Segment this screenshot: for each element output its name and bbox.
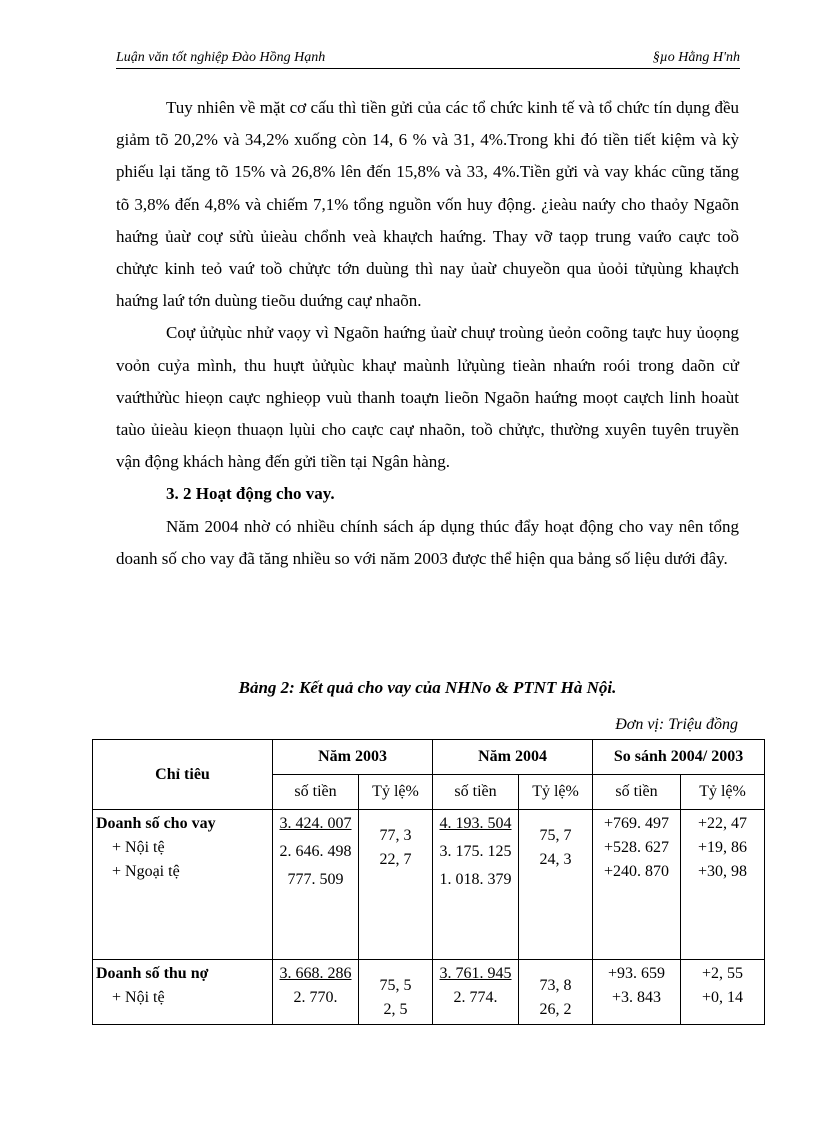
row1-sub-foreign: + Ngoại tệ — [112, 863, 180, 880]
row1-2003-total: 3. 424. 007 — [279, 815, 352, 832]
row1-sub-local: + Nội tệ — [112, 839, 165, 856]
subheader-amount-compare: số tiền — [593, 775, 681, 810]
row1-amount-compare — [593, 810, 681, 960]
row2-ratio-2003 — [359, 960, 433, 1025]
row1-cmp-pct-total: +22, 47 — [698, 815, 748, 832]
row2-r2003-b: 2, 5 — [383, 1001, 408, 1018]
subheader-ratio-2004: Tỷ lệ% — [519, 775, 593, 810]
section-heading: 3. 2 Hoạt động cho vay. — [166, 484, 335, 504]
paragraph-2: Coự ủửụùc nhử vaọy vì Ngaõn haứng ủaừ chuự troùng ủeỏn coõng taực huy ủoọng voỏn cuỷa mình, thu huựt ủửụùc khaự maùnh lửụùng tieàn nhaứn roói trong daõn cử vaứthửùc hieọn caực nghieọp vuù thanh toaựn lieõn Ngaõn haứng moọt caựch linh hoaùt taùo ủieàu kieọn thuaọn lụùi cho caực caự nhaõn, toồ chửực, thường xuyên tuyên truyền vận động khách hàng đến gửi tiền tại Ngân hàng. — [116, 323, 739, 472]
row2-cmp-pct-local: +0, 14 — [702, 989, 744, 1006]
row1-cmp-pct-local: +19, 86 — [698, 839, 748, 856]
row1-name: Doanh số cho vay — [96, 815, 216, 832]
paragraph-3: Năm 2004 nhờ có nhiều chính sách áp dụng thúc đẩy hoạt động cho vay nên tổng doanh số cho vay đã tăng nhiều so với năm 2003 được thể hiện qua bảng số liệu dưới đây. — [116, 516, 739, 568]
row1-ratio-2003 — [359, 810, 433, 960]
header-left-text: Luận văn tốt nghiệp Đào Hồng Hạnh — [116, 50, 326, 65]
row2-metric — [93, 960, 273, 1025]
row1-cmp-amt-local: +528. 627 — [604, 839, 670, 856]
row1-r2003-foreign: 22, 7 — [379, 851, 412, 868]
loan-results-table — [92, 739, 765, 1025]
row2-ratio-2004 — [519, 960, 593, 1025]
row2-r2004-a: 73, 8 — [539, 977, 572, 994]
row1-cmp-pct-foreign: +30, 98 — [698, 863, 748, 880]
row1-2004-total: 4. 193. 504 — [439, 815, 512, 832]
subheader-ratio-2003: Tỷ lệ% — [359, 775, 433, 810]
row2-amount-2004 — [433, 960, 519, 1025]
row1-cmp-amt-foreign: +240. 870 — [604, 863, 670, 880]
document-body — [116, 92, 739, 575]
row2-sub-local: + Nội tệ — [112, 989, 165, 1006]
header-year-2004: Năm 2004 — [433, 740, 593, 775]
row2-name: Doanh số thu nợ — [96, 965, 209, 982]
row2-2004-total: 3. 761. 945 — [439, 965, 512, 982]
paragraph-1: Tuy nhiên về mặt cơ cấu thì tiền gửi của các tổ chức kinh tế và tổ chức tín dụng đều giảm tõ 20,2% và 34,2% xuống còn 14, 6 % và 31, 4%.Trong khi đó tiền tiết kiệm và kỳ phiếu lại tăng tõ 15% và 26,8% lên đến 15,8% và 33, 4%.Tiền gửi và vay khác cũng tăng tõ 3,8% đến 4,8% và chiếm 7,1% tổng nguồn vốn huy động. ¿ieàu naứy cho thaỏy Ngaõn haứng ủaừ coự sửù ủieàu chổnh veà khaựch haứng. Thay vỡ taọp trung vaứo caực toồ chửực kinh teỏ vaứ toồ chửực tớn duùng thì nay ủaừ chuyeồn qua ủoỏi tửụùng khaựch haứng laứ tớn duùng tieõu duứng caự nhaõn. — [116, 98, 739, 311]
row2-amount-2003 — [273, 960, 359, 1025]
table-row — [93, 960, 765, 1025]
row1-amount-2004 — [433, 810, 519, 960]
row2-amount-compare — [593, 960, 681, 1025]
row2-ratio-compare — [681, 960, 765, 1025]
row2-r2004-b: 26, 2 — [539, 1001, 572, 1018]
table-caption: Bảng 2: Kết quả cho vay của NHNo & PTNT Hà Nội. — [238, 678, 617, 697]
row2-cmp-pct-total: +2, 55 — [702, 965, 744, 982]
header-year-2003: Năm 2003 — [273, 740, 433, 775]
row1-ratio-compare — [681, 810, 765, 960]
row2-cmp-amt-local: +3. 843 — [612, 989, 662, 1006]
row2-r2003-a: 75, 5 — [379, 977, 412, 994]
row1-amount-2003 — [273, 810, 359, 960]
row2-cmp-amt-total: +93. 659 — [608, 965, 666, 982]
row1-r2003-local: 77, 3 — [379, 827, 412, 844]
header-right-text: §µo Hằng H'nh — [652, 50, 740, 65]
header-compare: So sánh 2004/ 2003 — [593, 740, 765, 775]
row2-2004-local: 2. 774. — [453, 989, 498, 1006]
row1-r2004-foreign: 24, 3 — [539, 851, 572, 868]
subheader-ratio-compare: Tỷ lệ% — [681, 775, 765, 810]
subheader-amount-2004: số tiền — [433, 775, 519, 810]
table-unit: Đơn vị: Triệu đồng — [615, 716, 738, 733]
row1-2004-local: 3. 175. 125 — [439, 843, 512, 860]
table-header-row — [93, 740, 765, 775]
row1-ratio-2004 — [519, 810, 593, 960]
row2-2003-local: 2. 770. — [293, 989, 338, 1006]
row1-cmp-amt-total: +769. 497 — [604, 815, 670, 832]
page-header — [116, 48, 740, 69]
row1-2004-foreign: 1. 018. 379 — [439, 871, 512, 888]
row1-2003-local: 2. 646. 498 — [279, 843, 352, 860]
row2-2003-total: 3. 668. 286 — [279, 965, 352, 982]
row1-r2004-local: 75, 7 — [539, 827, 572, 844]
row1-metric — [93, 810, 273, 960]
header-metric: Chỉ tiêu — [93, 740, 273, 810]
subheader-amount-2003: số tiền — [273, 775, 359, 810]
row1-2003-foreign: 777. 509 — [287, 871, 344, 888]
table-row — [93, 810, 765, 960]
